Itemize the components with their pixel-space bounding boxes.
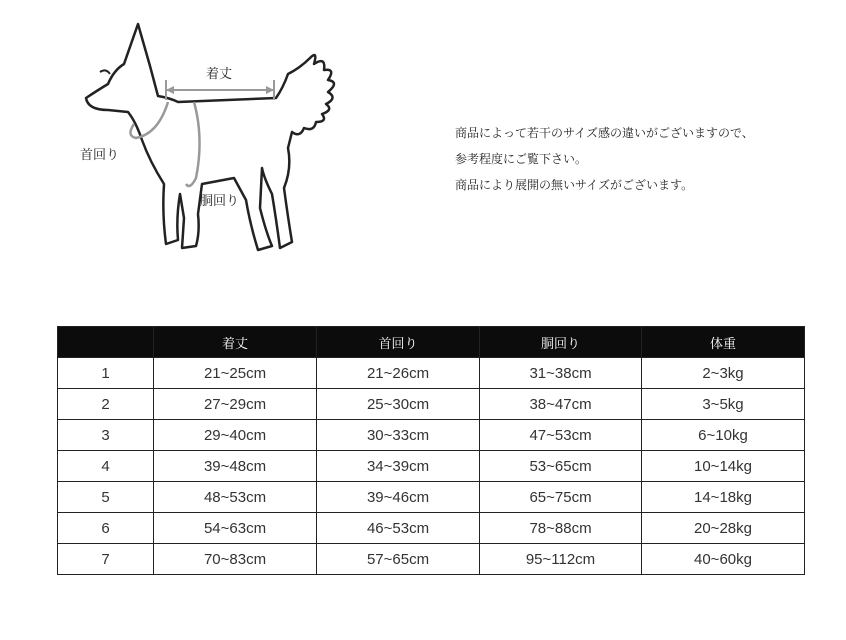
cell-size: 6: [58, 513, 154, 544]
header-size: [58, 327, 154, 358]
cell-size: 2: [58, 389, 154, 420]
size-table: [57, 326, 805, 575]
cell-length: 70~83cm: [154, 544, 317, 575]
cell-weight: 6~10kg: [642, 420, 805, 451]
cell-length: 29~40cm: [154, 420, 317, 451]
cell-length: 39~48cm: [154, 451, 317, 482]
cell-weight: 2~3kg: [642, 358, 805, 389]
header-weight: 体重: [642, 327, 805, 358]
cell-neck: 46~53cm: [317, 513, 480, 544]
label-length: 着丈: [206, 67, 233, 82]
cell-chest: 38~47cm: [480, 389, 642, 420]
cell-neck: 57~65cm: [317, 544, 480, 575]
header-chest: 胴回り: [480, 327, 642, 358]
length-arrow-head-right: [266, 86, 274, 94]
cell-size: 1: [58, 358, 154, 389]
dog-measurement-diagram: [78, 18, 378, 258]
cell-chest: 78~88cm: [480, 513, 642, 544]
cell-length: 54~63cm: [154, 513, 317, 544]
cell-weight: 3~5kg: [642, 389, 805, 420]
cell-weight: 40~60kg: [642, 544, 805, 575]
label-chest: 胴回り: [200, 194, 240, 209]
cell-chest: 53~65cm: [480, 451, 642, 482]
cell-weight: 10~14kg: [642, 451, 805, 482]
cell-size: 7: [58, 544, 154, 575]
cell-neck: 39~46cm: [317, 482, 480, 513]
table-row: [58, 544, 805, 575]
table-row: [58, 451, 805, 482]
cell-chest: 65~75cm: [480, 482, 642, 513]
cell-chest: 31~38cm: [480, 358, 642, 389]
table-header-row: [58, 327, 805, 358]
table-row: [58, 420, 805, 451]
cell-size: 3: [58, 420, 154, 451]
table-row: [58, 358, 805, 389]
chest-measure-line: [186, 102, 200, 186]
cell-chest: 95~112cm: [480, 544, 642, 575]
note-line: 参考程度にご覧下さい。: [455, 152, 588, 166]
cell-chest: 47~53cm: [480, 420, 642, 451]
cell-weight: 20~28kg: [642, 513, 805, 544]
cell-length: 27~29cm: [154, 389, 317, 420]
size-notes: [455, 120, 754, 198]
table-row: [58, 389, 805, 420]
dog-silhouette: [86, 24, 334, 250]
length-arrow-head-left: [166, 86, 174, 94]
neck-measure-line: [130, 102, 168, 138]
table-row: [58, 513, 805, 544]
cell-weight: 14~18kg: [642, 482, 805, 513]
table-row: [58, 482, 805, 513]
cell-length: 48~53cm: [154, 482, 317, 513]
note-line: 商品により展開の無いサイズがございます。: [455, 178, 694, 192]
cell-length: 21~25cm: [154, 358, 317, 389]
label-neck: 首回り: [80, 148, 120, 163]
note-line: 商品によって若干のサイズ感の違いがございますので、: [455, 126, 754, 140]
cell-neck: 34~39cm: [317, 451, 480, 482]
cell-neck: 30~33cm: [317, 420, 480, 451]
dog-eye: [100, 70, 110, 74]
cell-neck: 21~26cm: [317, 358, 480, 389]
cell-size: 4: [58, 451, 154, 482]
cell-size: 5: [58, 482, 154, 513]
header-length: 着丈: [154, 327, 317, 358]
header-neck: 首回り: [317, 327, 480, 358]
cell-neck: 25~30cm: [317, 389, 480, 420]
